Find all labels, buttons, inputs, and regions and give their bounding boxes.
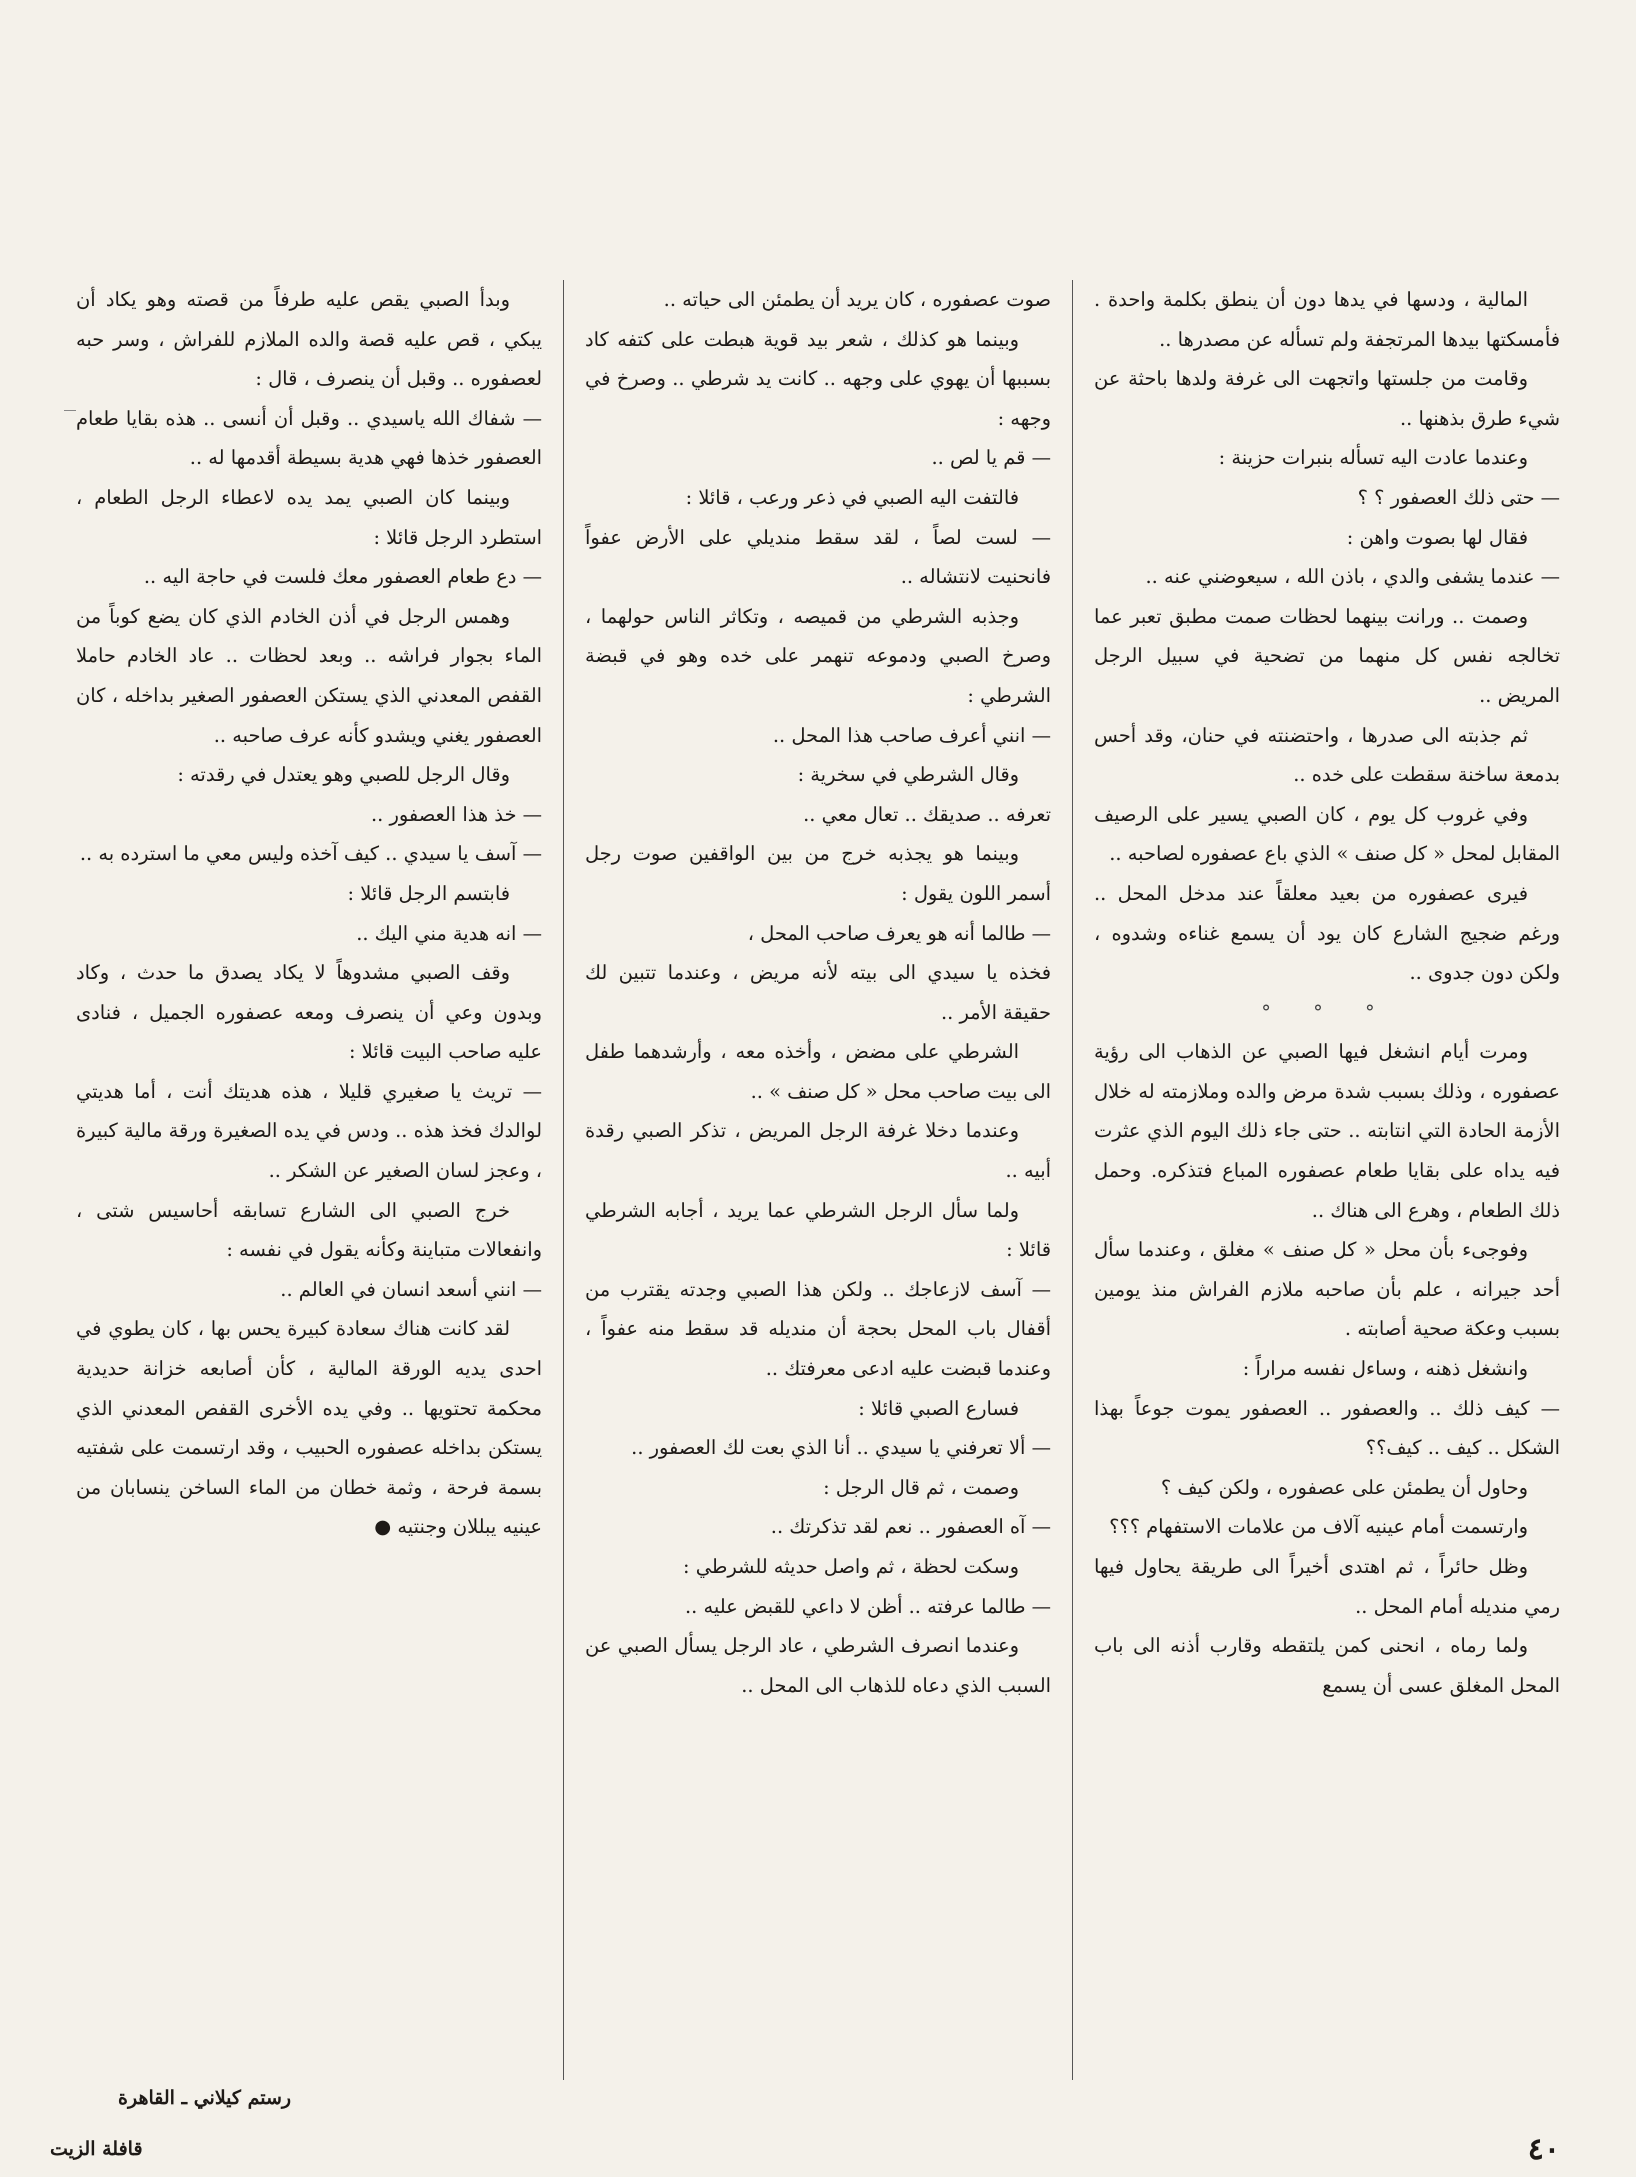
dialogue-paragraph: — انني أعرف صاحب هذا المحل ..: [772, 723, 1051, 747]
paragraph: وبينما كان الصبي يمد يده لاعطاء الرجل الطعام ، استطرد الرجل قائلا :: [76, 485, 542, 549]
paragraph: فقال لها بصوت واهن :: [1346, 525, 1528, 549]
dialogue-paragraph: صوت عصفوره ، كان يريد أن يطمئن الى حياته ..: [663, 288, 1051, 311]
section-separator: ° ° °: [1261, 1000, 1393, 1024]
paragraph: وعندما انصرف الشرطي ، عاد الرجل يسأل الصبي عن السبب الذي دعاه للذهاب الى المحل ..: [585, 1634, 1051, 1697]
paragraph: وقال الشرطي في سخرية :: [797, 763, 1019, 787]
paragraph: فسارع الصبي قائلا :: [858, 1396, 1019, 1420]
paragraph: وبينما هو كذلك ، شعر بيد قوية هبطت على كتفه كاد بسببها أن يهوي على وجهه .. كانت يد شرطي .. وصرخ في وجهه :: [585, 327, 1051, 430]
dialogue-paragraph: — طالما عرفته .. أظن لا داعي للقبض عليه ..: [684, 1594, 1051, 1618]
paragraph: وعندما دخلا غرفة الرجل المريض ، تذكر الصبي رقدة أبيه ..: [585, 1119, 1051, 1183]
paragraph: الشرطي على مضض ، وأخذه معه ، وأرشدهما طفل الى بيت صاحب محل « كل صنف » ..: [585, 1040, 1051, 1103]
dialogue-paragraph: — شفاك الله ياسيدي .. وقبل أن أنسى .. هذه بقايا طعام العصفور خذها فهي هدية بسيطة أقدمها له ..: [76, 406, 542, 470]
dialogue-paragraph: — عندما يشفى والدي ، باذن الله ، سيعوضني عنه ..: [1145, 565, 1560, 589]
paragraph: المالية ، ودسها في يدها دون أن ينطق بكلمة واحدة . فأمسكتها بيدها المرتجفة ولم تسأله عن مصدرها ..: [1094, 288, 1560, 351]
paragraph: خرج الصبي الى الشارع تسابقه أحاسيس شتى ، وانفعالات متباينة وكأنه يقول في نفسه :: [76, 1198, 542, 1262]
page-number: ٤٠: [1527, 2132, 1560, 2167]
paragraph: وبينما هو يجذبه خرج من بين الواقفين صوت رجل أسمر اللون يقول :: [585, 842, 1051, 905]
paragraph: وقامت من جلستها واتجهت الى غرفة ولدها باحثة عن شيء طرق بذهنها ..: [1094, 367, 1560, 430]
column-1: [1084, 280, 1570, 2080]
paragraph: وهمس الرجل في أذن الخادم الذي كان يضع كوباً من الماء بجوار فراشه .. وبعد لحظات .. عاد الخادم حاملا القفص المعدني الذي يستكن العصفور الصغير بداخله ، كان العصفور يغني ويشدو كأنه عرف صاحبه ..: [76, 604, 542, 747]
dialogue-paragraph: — آه العصفور .. نعم لقد تذكرتك ..: [770, 1515, 1051, 1539]
paragraph: وحاول أن يطمئن على عصفوره ، ولكن كيف ؟: [1160, 1475, 1528, 1499]
dialogue-paragraph: — آسف يا سيدي .. كيف آخذه وليس معي ما استرده به ..: [79, 842, 542, 866]
dialogue-paragraph: — ألا تعرفني يا سيدي .. أنا الذي بعت لك العصفور ..: [631, 1436, 1051, 1460]
column-2: [575, 280, 1061, 2080]
paragraph: ولما رماه ، انحنى كمن يلتقطه وقارب أذنه الى باب المحل المغلق عسى أن يسمع: [1094, 1634, 1560, 1697]
paragraph: وجذبه الشرطي من قميصه ، وتكاثر الناس حولهما ، وصرخ الصبي ودموعه تنهمر على خده وهو في قبضة الشرطي :: [585, 604, 1051, 707]
column-divider: [1072, 280, 1073, 2080]
paragraph: وبدأ الصبي يقص عليه طرفاً من قصته وهو يكاد أن يبكي ، قص عليه قصة والده الملازم للفراش ، وسر حبه لعصفوره .. وقبل أن ينصرف ، قال :: [76, 288, 542, 391]
dialogue-paragraph: — انه هدية مني اليك ..: [356, 921, 542, 945]
author-signature: رستم كيلاني ـ القاهرة: [118, 2087, 292, 2109]
paragraph: وصمت ، ثم قال الرجل :: [823, 1475, 1019, 1499]
dialogue-paragraph: — كيف ذلك .. والعصفور .. العصفور يموت جوعاً بهذا الشكل .. كيف .. كيف؟؟: [1094, 1396, 1560, 1460]
paragraph: ومرت أيام انشغل فيها الصبي عن الذهاب الى رؤية عصفوره ، وذلك بسبب شدة مرض والده وملازمته له خلال الأزمة الحادة التي انتابته .. حتى جاء ذلك اليوم الذي عثرت فيه يداه على بقايا طعام عصفوره المباع فتذكره. وحمل ذلك الطعام ، وهرع الى هناك ..: [1094, 1040, 1560, 1222]
paragraph: وعندما عادت اليه تسأله بنبرات حزينة :: [1218, 446, 1528, 470]
paragraph: فالتفت اليه الصبي في ذعر ورعب ، قائلا :: [685, 485, 1019, 509]
dialogue-paragraph: — دع طعام العصفور معك فلست في حاجة اليه ..: [143, 565, 542, 589]
paragraph: ثم جذبته الى صدرها ، واحتضنته في حنان، وقد أحس بدمعة ساخنة سقطت على خده ..: [1094, 723, 1560, 787]
paragraph: وفي غروب كل يوم ، كان الصبي يسير على الرصيف المقابل لمحل « كل صنف » الذي باع عصفوره لصاحبه ..: [1094, 802, 1560, 866]
dialogue-paragraph: — خذ هذا العصفور ..: [371, 802, 542, 826]
paragraph: فابتسم الرجل قائلا :: [347, 881, 510, 905]
dialogue-paragraph: — قم يا لص ..: [931, 446, 1051, 470]
dialogue-paragraph: — انني أسعد انسان في العالم ..: [280, 1277, 542, 1301]
paragraph: فيرى عصفوره من بعيد معلقاً عند مدخل المحل .. ورغم ضجيج الشارع كان يود أن يسمع غناءه وشدوه ، ولكن دون جدوى ..: [1094, 881, 1560, 985]
dialogue-paragraph: تعرفه .. صديقك .. تعال معي ..: [803, 802, 1051, 826]
paragraph: وارتسمت أمام عينيه آلاف من علامات الاستفهام ؟؟؟: [1109, 1515, 1528, 1539]
dialogue-paragraph: — طالما أنه هو يعرف صاحب المحل ،: [747, 921, 1051, 945]
paragraph: وسكت لحظة ، ثم واصل حديثه للشرطي :: [683, 1555, 1019, 1578]
paragraph: وصمت .. ورانت بينهما لحظات صمت مطبق تعبر عما تخالجه نفس كل منهما من تضحية في سبيل الرجل المريض ..: [1094, 604, 1560, 707]
paragraph: وانشغل ذهنه ، وساءل نفسه مراراً :: [1242, 1357, 1528, 1381]
dialogue-paragraph: — لست لصاً ، لقد سقط منديلي على الأرض عفواً فانحنيت لانتشاله ..: [585, 525, 1051, 589]
dialogue-paragraph: فخذه يا سيدي الى بيته لأنه مريض ، وعندما تتبين لك حقيقة الأمر ..: [585, 961, 1051, 1024]
magazine-name: قافلة الزيت: [50, 2138, 143, 2160]
dialogue-paragraph: — آسف لازعاجك .. ولكن هذا الصبي وجدته يقترب من أقفال باب المحل بحجة أن منديله قد سقط منه عفواً ، وعندما قبضت عليه ادعى معرفتك ..: [585, 1277, 1051, 1381]
column-divider: [563, 280, 564, 2080]
paragraph: لقد كانت هناك سعادة كبيرة يحس بها ، كان يطوي في احدى يديه الورقة المالية ، كأن أصابعه خزانة حديدية محكمة تحتويها .. وفي يده الأخرى القفص المعدني الذي يستكن بداخله عصفوره الحبيب ، وقد ارتسمت على شفتيه بسمة فرحة ، وثمة خطان من الماء الساخن ينسابان من عينيه يبللان وجنتيه ●: [76, 1317, 542, 1539]
paragraph: وقال الرجل للصبي وهو يعتدل في رقدته :: [177, 763, 510, 787]
paragraph: وظل حائراً ، ثم اهتدى أخيراً الى طريقة يحاول فيها رمي منديله أمام المحل ..: [1094, 1555, 1560, 1618]
column-3: [66, 280, 552, 2080]
dialogue-paragraph: — حتى ذلك العصفور ؟ ؟: [1357, 485, 1560, 509]
article-columns: [66, 280, 1570, 2080]
dialogue-paragraph: — تريث يا صغيري قليلا ، هذه هديتك أنت ، أما هديتي لوالدك فخذ هذه .. ودس في يده الصغيرة ورقة مالية كبيرة ، وعجز لسان الصغير عن الشكر ..: [76, 1079, 542, 1183]
paragraph: ولما سأل الرجل الشرطي عما يريد ، أجابه الشرطي قائلا :: [585, 1198, 1051, 1262]
paragraph: وقف الصبي مشدوهاً لا يكاد يصدق ما حدث ، وكاد وبدون وعي أن ينصرف ومعه عصفوره الجميل ، فنادى عليه صاحب البيت قائلا :: [76, 961, 542, 1064]
paragraph: وفوجىء بأن محل « كل صنف » مغلق ، وعندما سأل أحد جيرانه ، علم بأن صاحبه ملازم الفراش منذ يومين بسبب وعكة صحية أصابته .: [1094, 1238, 1560, 1341]
